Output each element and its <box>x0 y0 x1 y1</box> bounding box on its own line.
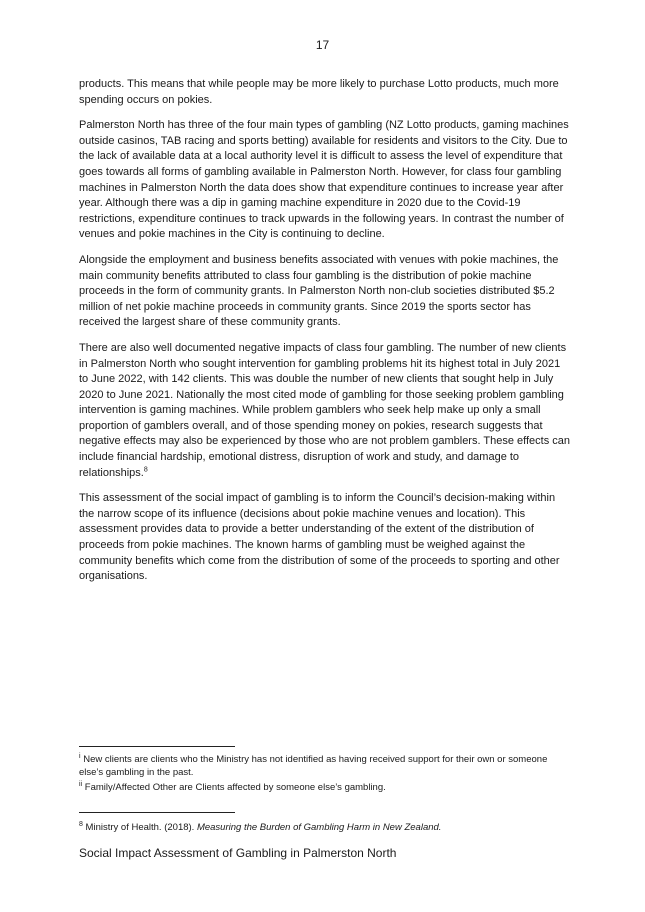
paragraph-4-text: There are also well documented negative impacts of class four gambling. The number of new clients in Palmerston North who sought intervention for gambling problems hit its highest total in July 2021 to June 2022, with 142 clients. This was double the number of new clients that sought help in July 2020 to June 2021. Nationally the most cited mode of gambling for those seeking problem gambling intervention is gaming machines. While problem gamblers who seek help make up only a small proportion of gamblers overall, and of those spending money on pokies, research suggests that negative effects may also be experienced by those who are not problem gamblers. These effects can include financial hardship, emotional distress, disruption of work and study, and damage to relationships. <box>79 341 571 479</box>
page-footer: Social Impact Assessment of Gambling in Palmerston North <box>79 846 397 860</box>
paragraph-3: Alongside the employment and business benefits associated with venues with pokie machines, the main community benefits attributed to class four gambling is the distribution of pokie machine proceeds in the form of community grants. In Palmerston North non-club societies distributed $5.2 million of net pokie machine proceeds in community grants. Since 2019 the sports sector has received the largest share of these community grants. <box>79 253 559 329</box>
page-number: 17 <box>315 38 330 52</box>
footnote-marker: 8 <box>79 820 83 828</box>
body-text <box>79 77 571 595</box>
paragraph-5: This assessment of the social impact of gambling is to inform the Council’s decision-making within the narrow scope of its influence (decisions about pokie machine venues and location). This assessment provides data to provide a better understanding of the extent of the distribution of proceeds from pokie machines. The known harms of gambling must be weighed against the community benefits which come from the distribution of some of the proceeds to sporting and other organisations. <box>79 492 560 583</box>
footnote-divider <box>79 812 235 813</box>
footnote-marker: ii <box>79 780 83 788</box>
footnote-source-title: Measuring the Burden of Gambling Harm in New Zealand. <box>196 822 442 833</box>
footnote-ii <box>79 781 571 794</box>
footnote-text: Ministry of Health. (2018). <box>85 822 197 833</box>
footnote-text: New clients are clients who the Ministry has not identified as having received support for their own or someone else’s gambling in the past. <box>79 754 548 778</box>
paragraph-4 <box>79 341 571 481</box>
footnote-marker: i <box>79 752 81 760</box>
footnote-divider <box>79 746 235 747</box>
paragraph-2: Palmerston North has three of the four main types of gambling (NZ Lotto products, gaming machines outside casinos, TAB racing and sports betting) available for residents and visitors to the City. Due to the lack of available data at a local authority level it is difficult to assess the level of expenditure that goes towards all forms of gambling available in Palmerston North. However, for class four gambling machines in Palmerston North the data does show that expenditure continues to increase year after year. Although there was a dip in gaming machine expenditure in 2020 due to the Covid-19 restrictions, expenditure continues to track upwards in the following years. In contrast the number of venues and pokie machines in the City is continuing to decline. <box>79 119 569 241</box>
footnote-i <box>79 753 571 779</box>
paragraph-1: products. This means that while people may be more likely to purchase Lotto products, much more spending occurs on pokies. <box>79 78 559 106</box>
footnote-text: Family/Affected Other are Clients affected by someone else’s gambling. <box>84 782 386 793</box>
footnote-ref-8[interactable]: 8 <box>143 466 148 473</box>
footnote-8 <box>79 821 571 834</box>
